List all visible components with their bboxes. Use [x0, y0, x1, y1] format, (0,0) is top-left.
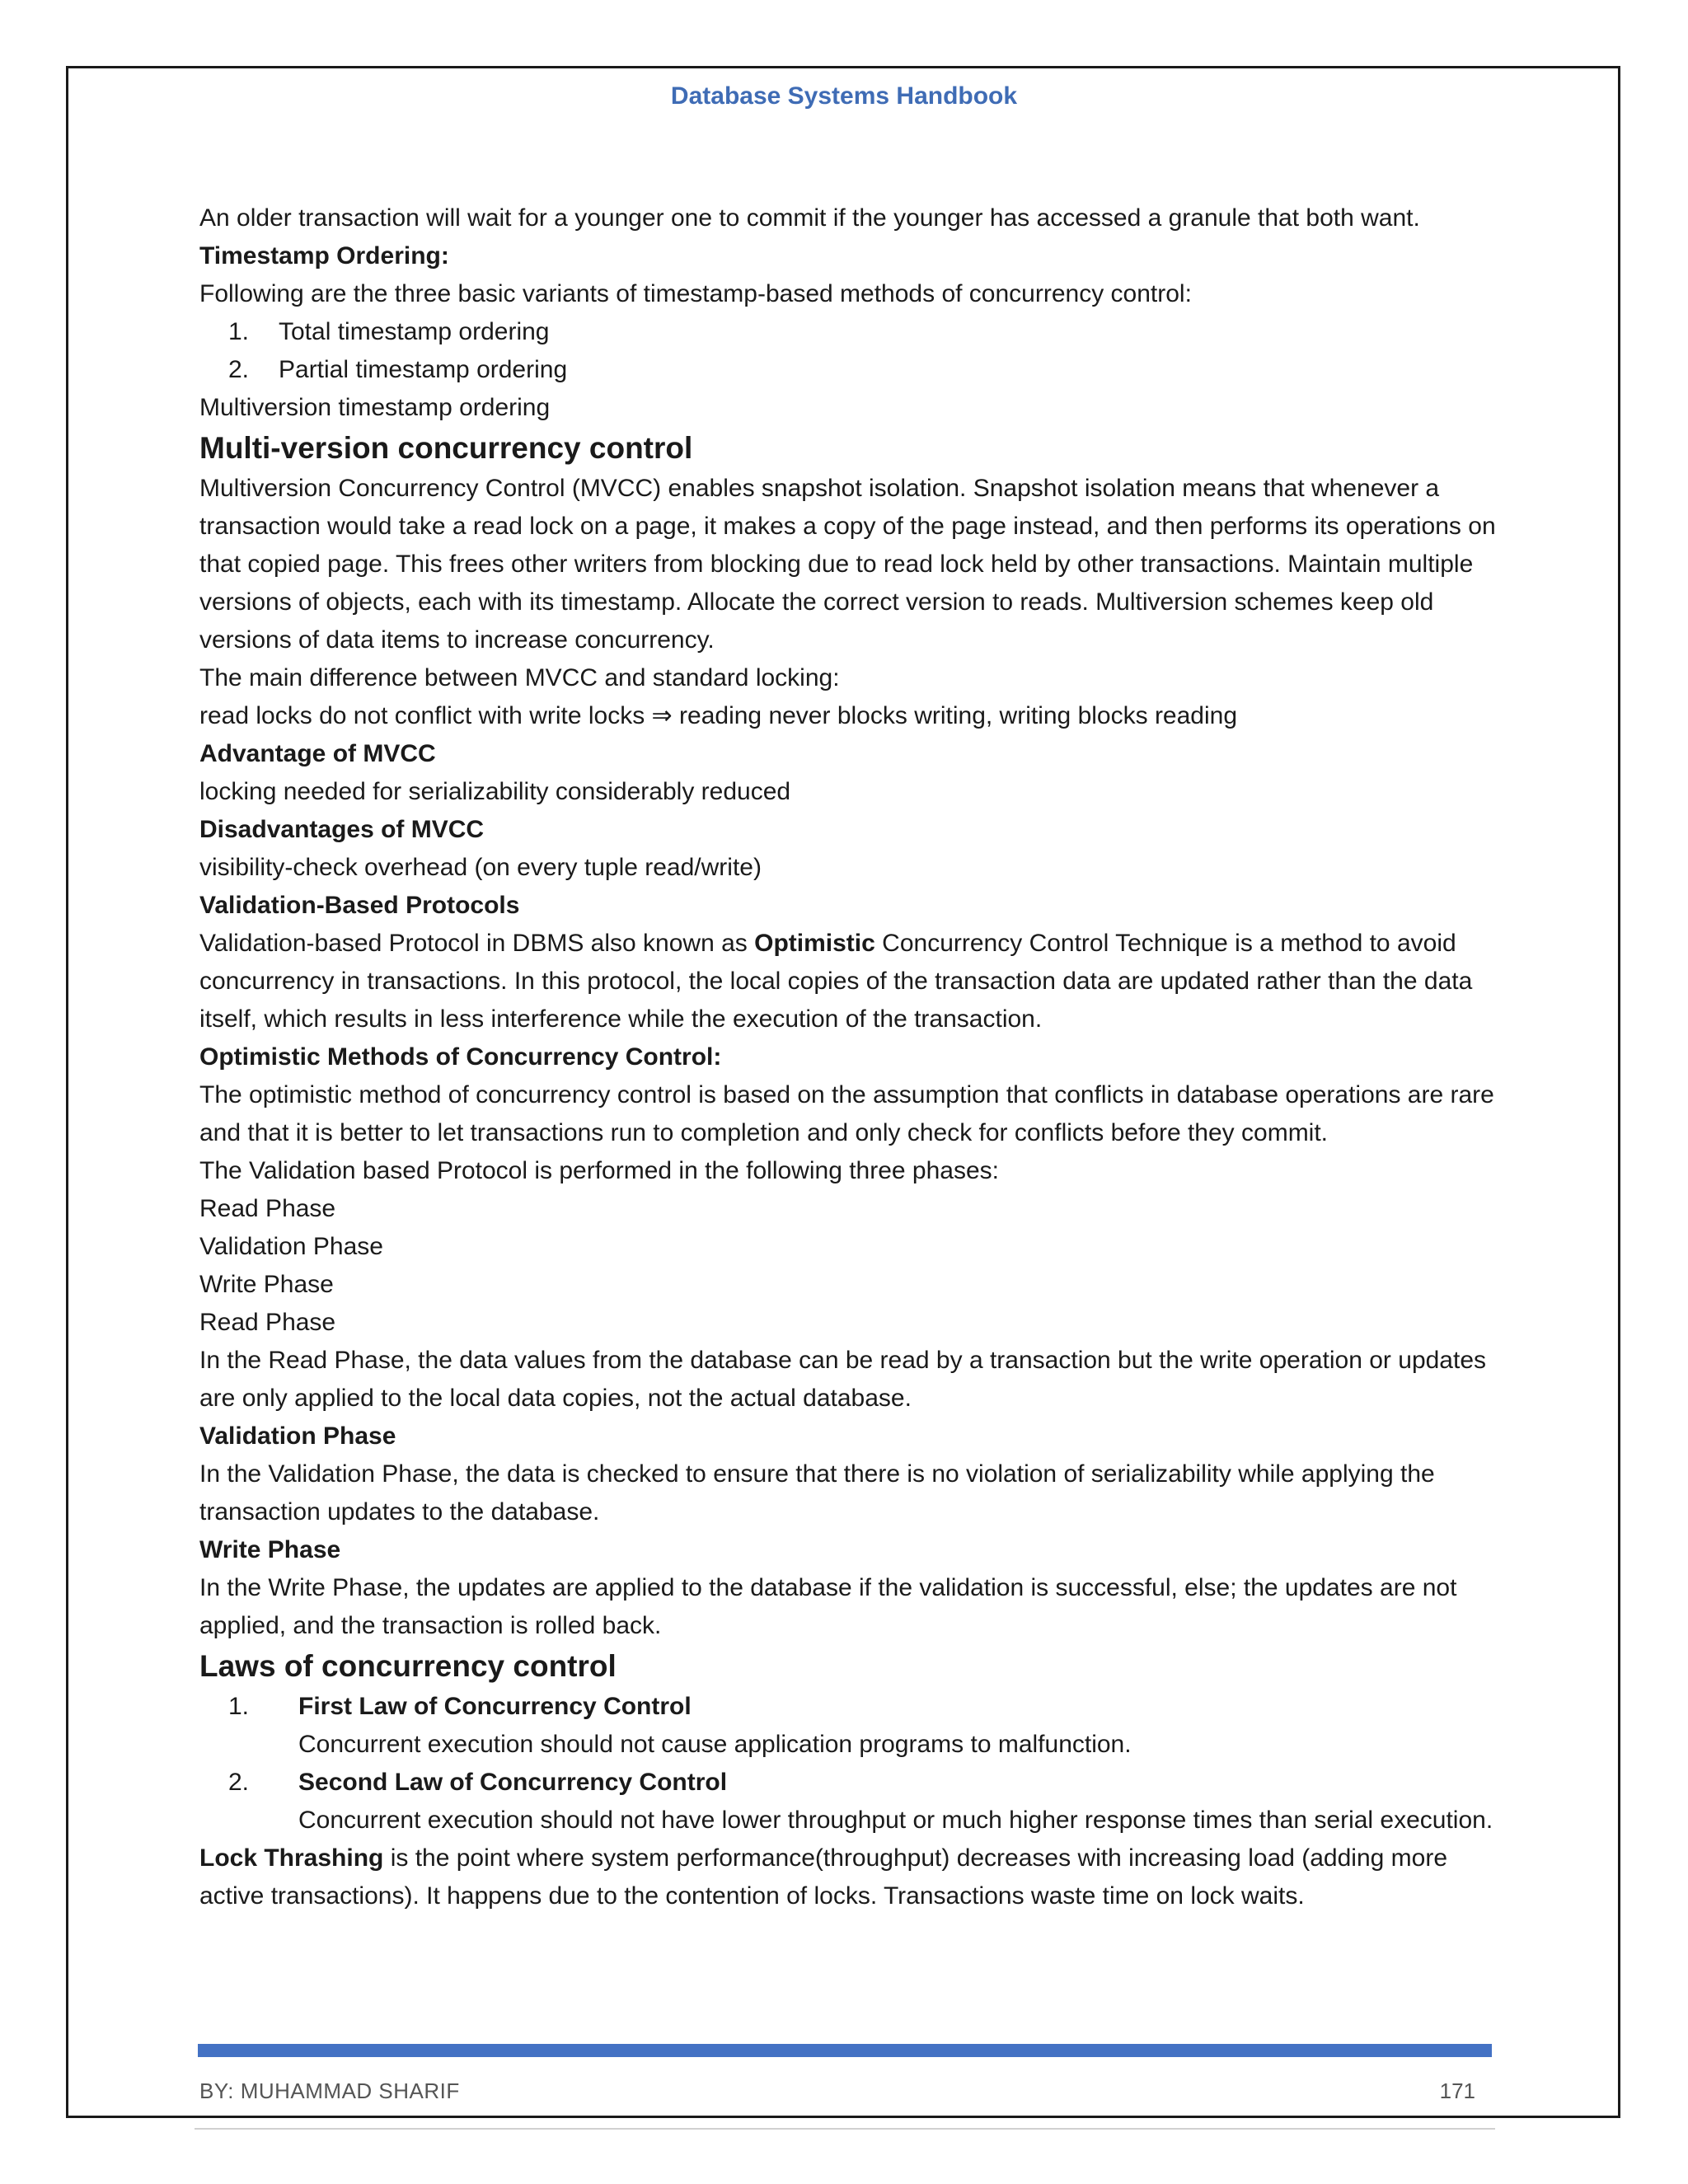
- list-number: 1.: [227, 318, 249, 345]
- emphasis-text: Lock Thrashing: [199, 1844, 384, 1872]
- section-heading: Optimistic Methods of Concurrency Control:: [199, 1043, 722, 1071]
- paragraph: [199, 925, 1502, 1038]
- list-item: [199, 1688, 1502, 1764]
- running-header: Database Systems Handbook: [670, 82, 1018, 110]
- bottom-rule: [195, 2128, 1495, 2130]
- section-title: Multi-version concurrency control: [199, 431, 693, 465]
- section-title: Laws of concurrency control: [199, 1649, 617, 1683]
- list-item: [199, 313, 1502, 351]
- law-title: Second Law of Concurrency Control: [298, 1769, 728, 1796]
- paragraph: read locks do not conflict with write locks ⇒ reading never blocks writing, writing blocks reading: [199, 702, 1238, 729]
- paragraph: Multiversion timestamp ordering: [199, 394, 551, 421]
- paragraph: Following are the three basic variants of timestamp-based methods of concurrency control:: [199, 280, 1192, 307]
- laws-list: [199, 1688, 1502, 1840]
- text-run: Validation-based Protocol in DBMS also known as: [199, 930, 755, 957]
- section-heading: Disadvantages of MVCC: [199, 816, 485, 843]
- law-text: Concurrent execution should not cause application programs to malfunction.: [298, 1731, 1132, 1758]
- list-number: 2.: [227, 356, 249, 383]
- list-item: [199, 351, 1502, 389]
- list-number: 1.: [227, 1693, 249, 1720]
- phase-line: Read Phase: [199, 1195, 336, 1222]
- emphasis-text: Optimistic: [754, 930, 875, 957]
- list-number: 2.: [227, 1769, 249, 1796]
- section-heading: Write Phase: [199, 1536, 341, 1563]
- list-item-text: Total timestamp ordering: [279, 318, 550, 345]
- section-heading: Advantage of MVCC: [199, 740, 436, 767]
- paragraph: visibility-check overhead (on every tuple read/write): [199, 854, 762, 881]
- text-run: is the point where system performance(throughput) decreases with increasing load (adding more active transactions). It happens due to the contention of locks. Transactions waste time on lock waits.: [199, 1844, 1448, 1910]
- paragraph: The Validation based Protocol is performed in the following three phases:: [199, 1157, 1000, 1184]
- section-heading: Validation Phase: [199, 1422, 396, 1450]
- page-content: [199, 199, 1502, 1915]
- section-heading: Timestamp Ordering:: [199, 242, 449, 269]
- list-item-text: Partial timestamp ordering: [279, 356, 568, 383]
- paragraph: Multiversion Concurrency Control (MVCC) enables snapshot isolation. Snapshot isolation means that whenever a transaction would take a read lock on a page, it makes a copy of the page instead, and then performs its operations on that copied page. This frees other writers from blocking due to read lock held by other transactions. Maintain multiple versions of objects, each with its timestamp. Allocate the correct version to reads. Multiversion schemes keep old versions of data items to increase concurrency.: [199, 475, 1496, 654]
- phase-line: Validation Phase: [199, 1233, 383, 1260]
- paragraph: locking needed for serializability considerably reduced: [199, 778, 791, 805]
- phase-line: Write Phase: [199, 1271, 334, 1298]
- paragraph: In the Validation Phase, the data is checked to ensure that there is no violation of serializability while applying the transaction updates to the database.: [199, 1460, 1435, 1526]
- phase-line: Read Phase: [199, 1309, 336, 1336]
- paragraph: [199, 1840, 1502, 1915]
- paragraph: An older transaction will wait for a younger one to commit if the younger has accessed a granule that both want.: [199, 204, 1420, 232]
- footer-divider: [198, 2044, 1492, 2057]
- footer-author: BY: MUHAMMAD SHARIF: [199, 2079, 460, 2103]
- law-text: Concurrent execution should not have lower throughput or much higher response times than serial execution.: [298, 1807, 1493, 1834]
- paragraph: In the Write Phase, the updates are applied to the database if the validation is successful, else; the updates are not applied, and the transaction is rolled back.: [199, 1574, 1457, 1639]
- list-item: [199, 1764, 1502, 1840]
- page-number: 171: [1439, 2079, 1475, 2103]
- law-title: First Law of Concurrency Control: [298, 1693, 692, 1720]
- paragraph: In the Read Phase, the data values from the database can be read by a transaction but the write operation or updates are only applied to the local data copies, not the actual database.: [199, 1347, 1487, 1412]
- numbered-list: [199, 313, 1502, 389]
- paragraph: The optimistic method of concurrency control is based on the assumption that conflicts in database operations are rare and that it is better to let transactions run to completion and only check for conflicts before they commit.: [199, 1081, 1494, 1146]
- section-heading: Validation-Based Protocols: [199, 892, 520, 919]
- paragraph: The main difference between MVCC and standard locking:: [199, 664, 840, 691]
- text-run: Concurrency Control Technique is a method to avoid concurrency in transactions. In this protocol, the local copies of the transaction data are updated rather than the data itself, which results in less interference while the execution of the transaction.: [199, 930, 1473, 1033]
